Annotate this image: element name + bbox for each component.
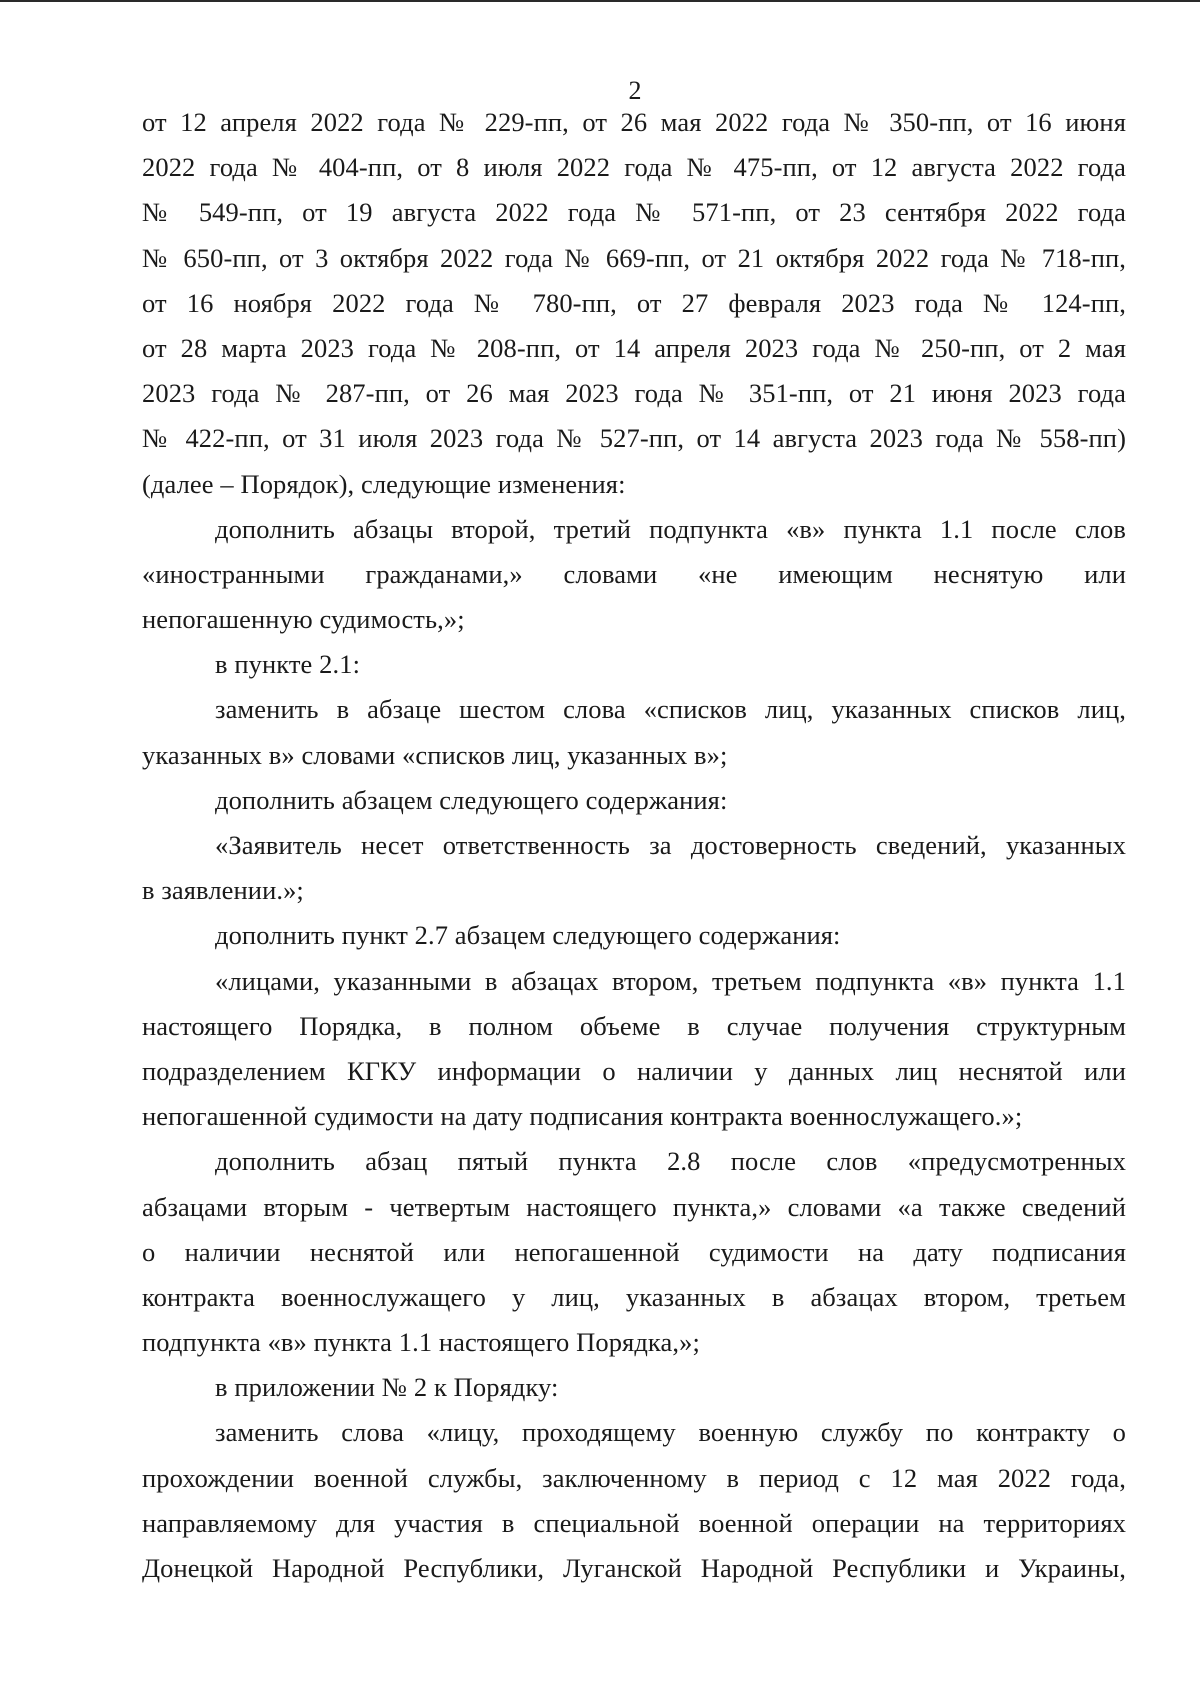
text-line: непогашенную судимость,»; [142, 604, 465, 635]
text-line: дополнить пункт 2.7 абзацем следующего содержания: [215, 920, 841, 951]
text-line: от 28 марта 2023 года № 208-пп, от 14 апреля 2023 года № 250-пп, от 2 мая [142, 332, 1126, 363]
text-line: заменить слова «лицу, проходящему военную службу по контракту о [215, 1417, 1126, 1448]
text-line: от 16 ноября 2022 года № 780-пп, от 27 февраля 2023 года № 124-пп, [142, 287, 1126, 318]
text-line: 2022 года № 404-пп, от 8 июля 2022 года № 475-пп, от 12 августа 2022 года [142, 152, 1126, 183]
text-line: (далее – Порядок), следующие изменения: [142, 468, 626, 499]
document-body [142, 100, 1126, 1591]
text-line: дополнить абзац пятый пункта 2.8 после слов «предусмотренных [215, 1146, 1126, 1177]
text-line: 2023 года № 287-пп, от 26 мая 2023 года № 351-пп, от 21 июня 2023 года [142, 378, 1126, 409]
text-line: о наличии неснятой или непогашенной судимости на дату подписания [142, 1236, 1126, 1267]
text-line: подразделением КГКУ информации о наличии у данных лиц неснятой или [142, 1055, 1126, 1086]
text-line: указанных в» словами «списков лиц, указанных в»; [142, 739, 728, 770]
text-line: дополнить абзацы второй, третий подпункта «в» пункта 1.1 после слов [215, 513, 1126, 544]
text-line: непогашенной судимости на дату подписания контракта военнослужащего.»; [142, 1101, 1023, 1132]
text-line: в заявлении.»; [142, 875, 304, 906]
page-number: 2 [628, 76, 642, 105]
text-line: «иностранными гражданами,» словами «не имеющим неснятую или [142, 558, 1126, 589]
text-line: подпункта «в» пункта 1.1 настоящего Порядка,»; [142, 1327, 700, 1358]
text-line: абзацами вторым - четвертым настоящего пункта,» словами «а также сведений [142, 1191, 1126, 1222]
text-line: прохождении военной службы, заключенному в период с 12 мая 2022 года, [142, 1462, 1126, 1493]
text-line: настоящего Порядка, в полном объеме в случае получения структурным [142, 1010, 1126, 1041]
text-line: «Заявитель несет ответственность за достоверность сведений, указанных [215, 830, 1126, 860]
text-line: № 422-пп, от 31 июля 2023 года № 527-пп, от 14 августа 2023 года № 558-пп) [142, 423, 1126, 454]
text-line: направляемому для участия в специальной военной операции на территориях [142, 1507, 1126, 1538]
text-line: в пункте 2.1: [215, 649, 361, 680]
text-line: заменить в абзаце шестом слова «списков лиц, указанных списков лиц, [215, 694, 1126, 725]
text-line: Донецкой Народной Республики, Луганской Народной Республики и Украины, [142, 1553, 1126, 1583]
text-line: дополнить абзацем следующего содержания: [215, 784, 728, 815]
text-line: «лицами, указанными в абзацах втором, третьем подпункта «в» пункта 1.1 [215, 965, 1126, 996]
text-line: контракта военнослужащего у лиц, указанных в абзацах втором, третьем [142, 1281, 1126, 1312]
text-line: № 650-пп, от 3 октября 2022 года № 669-пп, от 21 октября 2022 года № 718-пп, [142, 242, 1126, 273]
text-line: от 12 апреля 2022 года № 229-пп, от 26 мая 2022 года № 350-пп, от 16 июня [142, 107, 1126, 137]
text-line: в приложении № 2 к Порядку: [215, 1372, 559, 1403]
scan-top-edge [0, 0, 1200, 2]
text-line: № 549-пп, от 19 августа 2022 года № 571-пп, от 23 сентября 2022 года [142, 197, 1126, 228]
